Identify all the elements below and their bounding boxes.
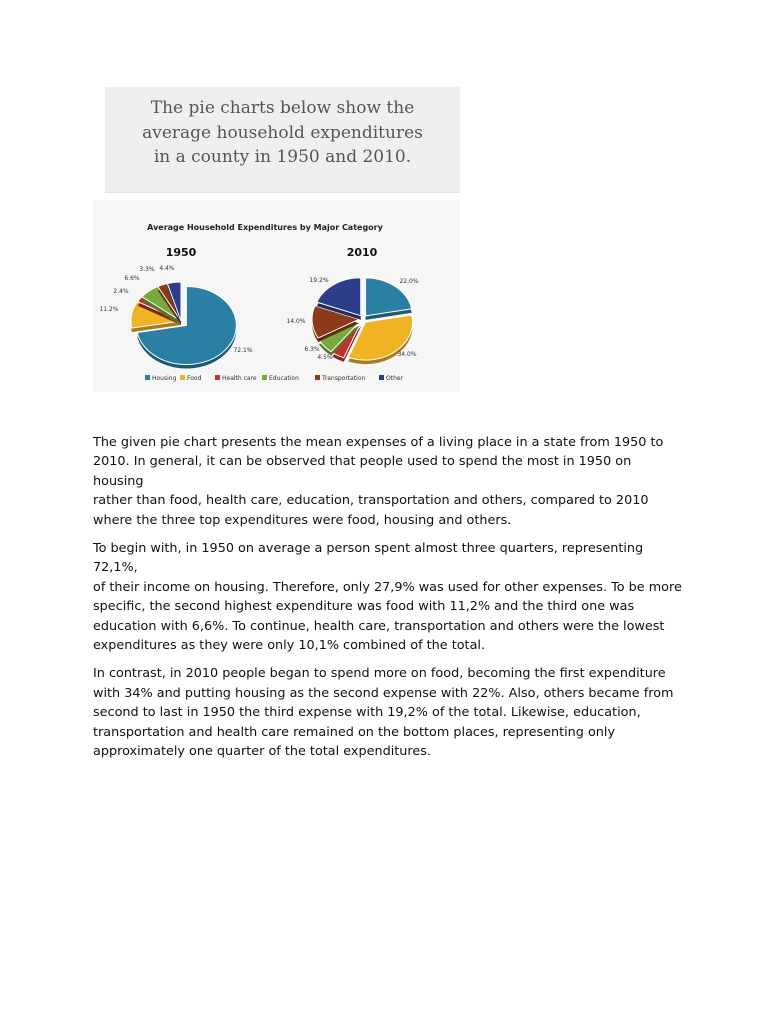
pie-data-label-2010-housing: 22.0% bbox=[399, 278, 419, 285]
pie-data-label-1950-food: 11.2% bbox=[99, 306, 119, 313]
legend-label-transportation: Transportation bbox=[322, 375, 366, 382]
prompt-text bbox=[105, 96, 460, 170]
pie-year-label-2010: 2010 bbox=[346, 246, 378, 259]
pies-group bbox=[99, 265, 418, 368]
prompt-line: in a county in 1950 and 2010. bbox=[153, 147, 412, 167]
legend-label-other: Other bbox=[386, 375, 404, 382]
pie-data-label-2010-food: 34.0% bbox=[397, 351, 417, 358]
pie-chart-figure bbox=[93, 200, 460, 392]
legend-swatch-education bbox=[262, 375, 267, 380]
legend-swatch-food bbox=[180, 375, 185, 380]
legend-label-education: Education bbox=[269, 375, 299, 382]
pie-data-label-2010-health-care: 4.5% bbox=[317, 354, 333, 361]
pie-data-label-1950-health-care: 2.4% bbox=[113, 288, 129, 295]
essay-body bbox=[93, 433, 683, 771]
essay-paragraph: The given pie chart presents the mean expenses of a living place in a state from 1950 to 2010. In general, it can be observed that people used to spend the most in 1950 on housing rather than food, health care, education, transportation and others, compared to 2010 where the three top expenditures were food, housing and others. bbox=[93, 435, 664, 528]
pie-data-label-2010-other: 19.2% bbox=[309, 277, 329, 284]
pie-data-label-1950-other: 4.4% bbox=[159, 265, 175, 272]
legend-swatch-other bbox=[379, 375, 384, 380]
pie-year-label-1950: 1950 bbox=[165, 246, 197, 259]
essay-paragraph: In contrast, in 2010 people began to spend more on food, becoming the first expenditure with 34% and putting housing as the second expense with 22%. Also, others became from second to last in 1950 the third expense with 19,2% of the total. Likewise, education, transportation and health care remained on the bottom places, representing only approximately one quarter of the total expenditures. bbox=[93, 666, 674, 760]
pie-data-label-1950-transportation: 3.3% bbox=[139, 266, 155, 273]
pie-data-label-1950-housing: 72.1% bbox=[233, 347, 253, 354]
chart-legend bbox=[145, 375, 404, 382]
pie-chart-svg bbox=[93, 200, 460, 392]
essay-paragraph: To begin with, in 1950 on average a person spent almost three quarters, representing 72,1%, of their income on housing. Therefore, only 27,9% was used for other expenses. To be more specific, the second highest expenditure was food with 11,2% and the third one was education with 6,6%. To continue, health care, transportation and others were the lowest expenditures as they were only 10,1% combined of the total. bbox=[93, 541, 682, 654]
legend-label-food: Food bbox=[187, 375, 202, 382]
prompt-box bbox=[105, 87, 460, 193]
prompt-line: average household expenditures bbox=[142, 122, 423, 143]
legend-swatch-health-care bbox=[215, 375, 220, 380]
legend-swatch-transportation bbox=[315, 375, 320, 380]
prompt-line: The pie charts below show the bbox=[150, 98, 415, 118]
legend-label-housing: Housing bbox=[152, 375, 177, 382]
legend-swatch-housing bbox=[145, 375, 150, 380]
legend-label-health-care: Health care bbox=[222, 375, 257, 382]
pie-data-label-2010-education: 6.3% bbox=[304, 346, 320, 353]
pie-data-label-2010-transportation: 14.0% bbox=[286, 318, 306, 325]
pie-data-label-1950-education: 6.6% bbox=[124, 275, 140, 282]
chart-title: Average Household Expenditures by Major Category bbox=[147, 223, 383, 232]
